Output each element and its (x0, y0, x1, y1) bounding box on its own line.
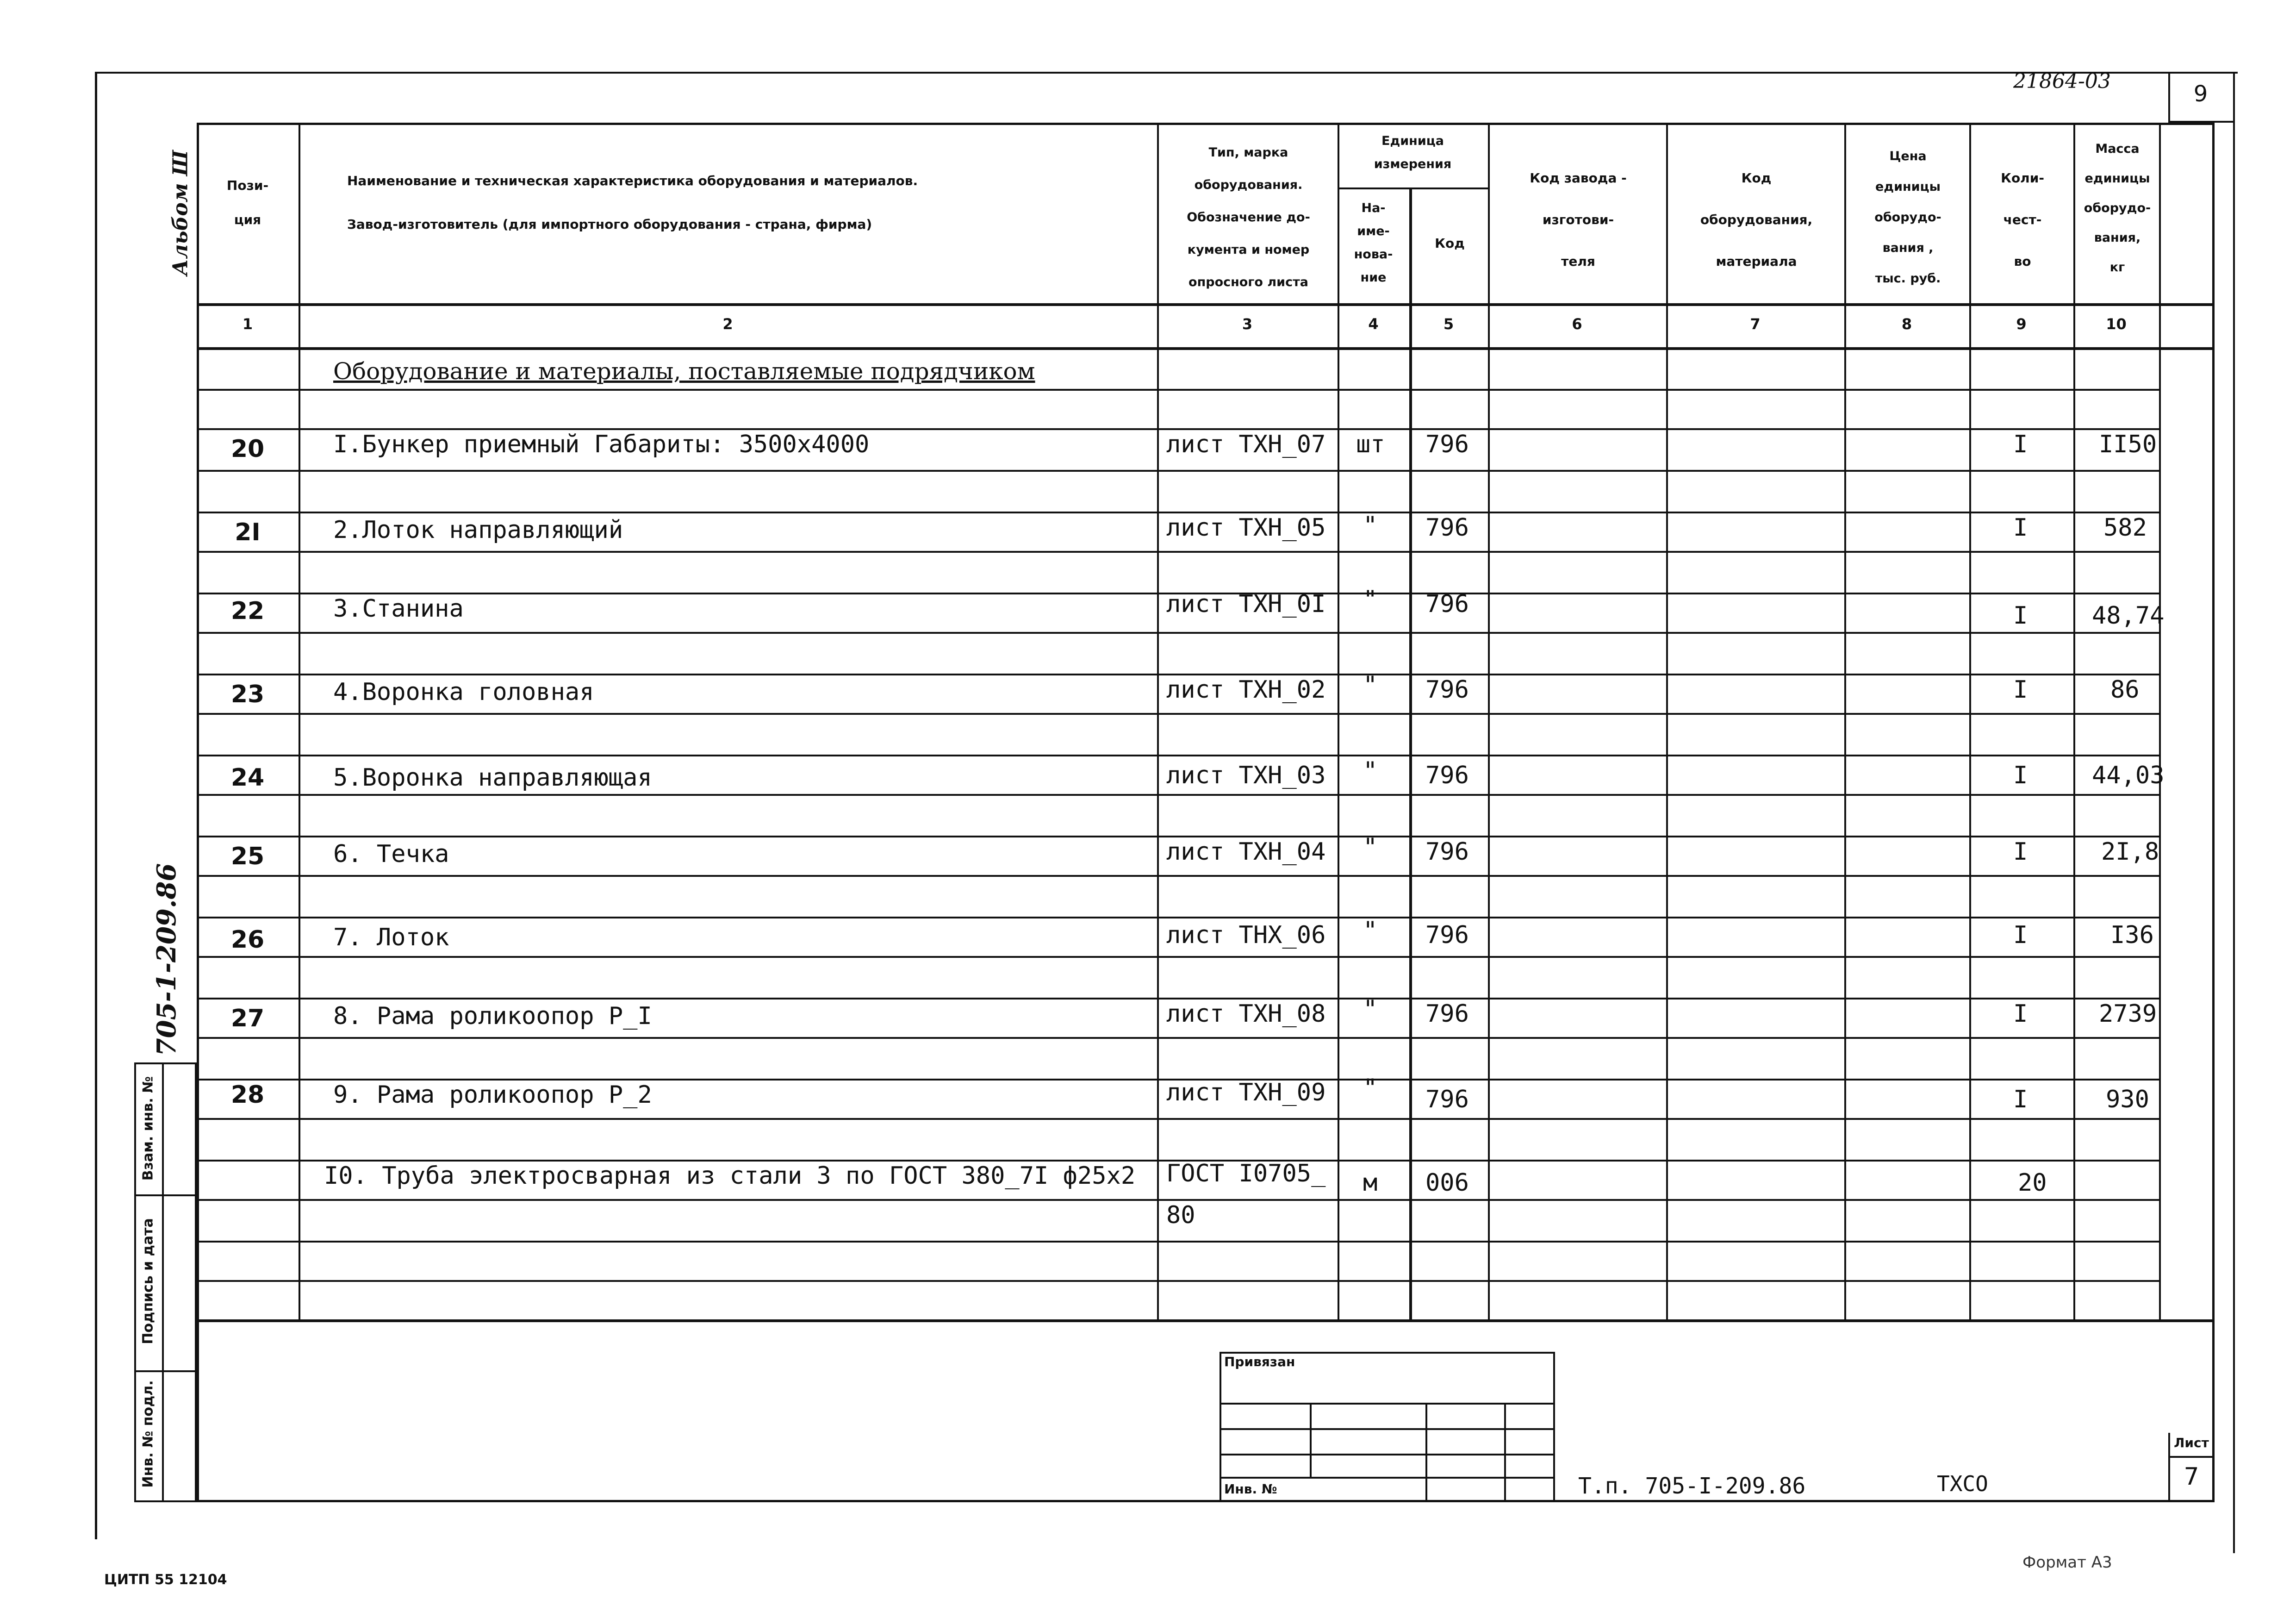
row-qty: I (2013, 838, 2028, 866)
header-c1-l2: ция (234, 212, 261, 227)
row-unit: " (1363, 512, 1378, 539)
row-name: 7. Лоток (333, 924, 449, 951)
row-doc: лист ТНХ_06 (1166, 921, 1326, 949)
format-label: Формат А3 (2022, 1553, 2112, 1572)
row-doc: лист ТХН_07 (1166, 431, 1326, 458)
row-pos: 26 (230, 926, 265, 954)
unit-subheader-line (1338, 187, 1488, 189)
row-code: 796 (1425, 514, 1469, 542)
col-line-9 (2073, 123, 2075, 1319)
privyazan-col-3 (1504, 1403, 1506, 1502)
row-name: 9. Рама роликоопор Р_2 (333, 1081, 652, 1109)
stamp-podpis-text: Подпись и дата (140, 1218, 156, 1344)
row-line (197, 1118, 2159, 1120)
row-mass: I36 (2110, 921, 2154, 949)
row-name: I.Бункер приемный Габариты: 3500х4000 (333, 431, 870, 458)
row-code: 006 (1425, 1169, 1469, 1197)
header-c3-l1: Тип, марка (1208, 145, 1288, 160)
row-mass: II50 (2099, 431, 2157, 458)
table-bottom-line (197, 1319, 2215, 1322)
col-line-4 (1409, 187, 1412, 1319)
header-unit-l2: измерения (1374, 157, 1452, 171)
row-pos: 25 (230, 843, 265, 870)
row-code: 796 (1425, 762, 1469, 789)
row-line (197, 632, 2159, 634)
col-line-5 (1488, 123, 1490, 1319)
row-line (197, 512, 2159, 513)
row-name: 5.Воронка направляющая (333, 764, 652, 792)
stamp-vzam-text: Взам. инв. № (140, 1076, 156, 1181)
header-c6 (1490, 157, 1666, 282)
row-line (197, 1037, 2159, 1039)
row-unit: шт (1356, 431, 1385, 458)
row-mass: 930 (2106, 1086, 2149, 1113)
header-c4-l2: име- (1357, 224, 1390, 238)
header-c9-l3: во (2014, 254, 2031, 269)
col-line-10 (2159, 123, 2161, 1319)
row-name: 8. Рама роликоопор Р_I (333, 1002, 652, 1030)
row-name: 6. Течка (333, 840, 449, 868)
row-code: 796 (1425, 1086, 1469, 1113)
colnum-3: 3 (1242, 315, 1253, 333)
header-c1-l1: Пози- (226, 178, 269, 193)
header-c4-l1: На- (1361, 201, 1386, 215)
header-c8-l2: единицы (1875, 180, 1941, 194)
header-c7-l2: оборудования, (1700, 212, 1813, 227)
colnum-1: 1 (242, 315, 253, 333)
row-pos: 27 (230, 1005, 265, 1032)
header-c7-l3: материала (1716, 254, 1797, 269)
header-c10 (2076, 134, 2159, 282)
privyazan-col-1 (1310, 1403, 1312, 1477)
row-unit: " (1363, 586, 1378, 613)
inv-label: Инв. № (1224, 1481, 1277, 1497)
bottom-left-code: ЦИТП 55 12104 (104, 1572, 227, 1588)
header-c3 (1159, 137, 1338, 299)
header-c10-l1: Масса (2095, 142, 2140, 156)
side-stamp-sep2 (134, 1370, 197, 1372)
header-c4-l3: нова- (1354, 247, 1393, 262)
colnum-8: 8 (1901, 315, 1912, 333)
header-c9-l1: Коли- (2001, 170, 2044, 186)
colnum-5: 5 (1443, 315, 1454, 333)
row-doc: лист ТХН_08 (1166, 1000, 1326, 1028)
row-line (197, 1241, 2159, 1243)
privyazan-col-2 (1425, 1403, 1427, 1502)
row-line (197, 836, 2159, 837)
col-line-2 (1157, 123, 1159, 1319)
row-line (197, 470, 2159, 472)
row-doc: лист ТХН_03 (1166, 762, 1326, 789)
row-code: 796 (1425, 676, 1469, 704)
header-unit-l1: Единица (1381, 134, 1444, 148)
row-qty: I (2013, 762, 2028, 789)
row-qty: I (2013, 1086, 2028, 1113)
row-line (197, 755, 2159, 756)
row-doc: лист ТХН_02 (1166, 676, 1326, 704)
header-c10-l3: оборудо- (2084, 201, 2151, 215)
sheet-number: 7 (2184, 1463, 2199, 1491)
row-line (197, 428, 2159, 430)
row-line (197, 998, 2159, 999)
row-qty: I (2013, 602, 2028, 630)
row-pos: 20 (230, 435, 265, 463)
row-mass: 2I,8 (2101, 838, 2159, 866)
header-c7-l1: Код (1741, 170, 1772, 186)
colnum-10: 10 (2106, 315, 2127, 333)
header-unit (1338, 130, 1488, 176)
row-name: 4.Воронка головная (333, 678, 594, 706)
colnum-2: 2 (722, 315, 733, 333)
stamp-inv-podl-text: Инв. № подл. (140, 1380, 156, 1488)
privyazan-label: Привязан (1224, 1354, 1295, 1369)
header-c6-l3: теля (1561, 254, 1595, 269)
row-line (197, 674, 2159, 675)
header-c3-l2: оборудования. (1194, 178, 1303, 192)
doc-code: Т.п. 705-I-209.86 (1578, 1473, 1806, 1499)
row-line (197, 794, 2159, 796)
col-line-7 (1844, 123, 1846, 1319)
colnum-bottom-line (197, 347, 2215, 350)
row-name: 3.Станина (333, 595, 464, 623)
row-doc: лист ТХН_04 (1166, 838, 1326, 866)
stamp-inv-podl (88, 1380, 208, 1488)
outer-top-line (95, 72, 2238, 74)
row-line (197, 713, 2159, 715)
header-c9 (1972, 157, 2073, 282)
row-code: 796 (1425, 838, 1469, 866)
row-unit: " (1363, 995, 1378, 1023)
section-title: Оборудование и материалы, поставляемые подрядчиком (333, 358, 1035, 385)
header-c10-l2: единицы (2084, 171, 2150, 186)
row-qty: 20 (2018, 1169, 2047, 1197)
row-line (197, 551, 2159, 553)
outer-right-line (2233, 72, 2235, 1553)
side-code-text: 705-1-209.86 (151, 863, 182, 1056)
row-line (197, 956, 2159, 958)
header-c8-l4: вания , (1882, 241, 1934, 255)
col-line-8 (1969, 123, 1971, 1319)
row-line (197, 1199, 2159, 1201)
row-pos: 2I (235, 518, 261, 546)
row-qty: I (2013, 921, 2028, 949)
header-c4-l4: ние (1360, 270, 1387, 285)
row-unit: " (1363, 671, 1378, 699)
top-note: 21864-03 (2013, 69, 2111, 93)
stamp-vzam (88, 1076, 208, 1181)
row-pos: 23 (230, 681, 265, 708)
row-qty: I (2013, 676, 2028, 704)
header-c8-l1: Цена (1889, 149, 1927, 163)
row-doc-continuation: 80 (1166, 1201, 1195, 1229)
sheet-label: Лист (2174, 1435, 2209, 1450)
doc-mark: ТХСО (1937, 1471, 1988, 1496)
header-c1 (197, 171, 299, 234)
row-unit: " (1363, 1074, 1378, 1102)
row-pos: 24 (230, 764, 265, 792)
header-c3-l4: кумента и номер (1187, 243, 1310, 257)
header-c3-l3: Обозначение до- (1187, 210, 1310, 225)
row-name: I0. Труба электросварная из стали 3 по ГОСТ 380_7I ф25х2 (324, 1162, 1136, 1190)
album-label-text: Альбом Ш (168, 150, 193, 276)
header-c10-l4: вания, (2094, 231, 2141, 245)
header-c8 (1847, 141, 1969, 294)
header-c10-l5: кг (2109, 260, 2125, 275)
header-c7 (1668, 157, 1844, 282)
row-mass: 2739 (2099, 1000, 2157, 1028)
row-pos: 28 (230, 1081, 265, 1109)
row-line (197, 917, 2159, 918)
sheet-box-line (2168, 1456, 2215, 1458)
col-line-3 (1338, 123, 1339, 1319)
row-unit: " (1363, 833, 1378, 861)
row-mass: 86 (2110, 676, 2140, 704)
sheet-corner-number: 9 (2193, 81, 2208, 107)
header-c6-l1: Код завода - (1530, 170, 1627, 186)
row-qty: I (2013, 1000, 2028, 1028)
row-code: 796 (1425, 590, 1469, 618)
row-line (197, 389, 2159, 391)
colnum-9: 9 (2016, 315, 2027, 333)
header-c4 (1338, 197, 1409, 289)
header-c6-l2: изготови- (1542, 212, 1614, 227)
row-code: 796 (1425, 921, 1469, 949)
header-c9-l2: чест- (2003, 212, 2042, 227)
row-name: 2.Лоток направляющий (333, 516, 623, 544)
header-c5: Код (1435, 236, 1465, 251)
colnum-4: 4 (1368, 315, 1379, 333)
col-line-1 (299, 123, 300, 1319)
row-mass: 48,74 (2092, 602, 2165, 630)
row-doc: лист ТХН_0I (1166, 590, 1326, 618)
row-pos: 22 (230, 597, 265, 625)
row-mass: 582 (2103, 514, 2147, 542)
row-unit: " (1363, 757, 1378, 785)
header-c8-l5: тыс. руб. (1875, 271, 1941, 286)
row-line (197, 1280, 2159, 1282)
row-doc: ГОСТ I0705_ (1166, 1160, 1326, 1187)
header-c3-l5: опросного листа (1188, 275, 1308, 289)
header-c2 (315, 167, 1148, 239)
row-qty: I (2013, 514, 2028, 542)
colnum-6: 6 (1572, 315, 1582, 333)
col-line-6 (1666, 123, 1668, 1319)
header-c2-l1: Наименование и техническая характеристика оборудования и материалов. (347, 173, 918, 188)
row-code: 796 (1425, 431, 1469, 458)
header-c8-l3: оборудо- (1874, 210, 1941, 225)
side-stamp-sep1 (134, 1194, 197, 1196)
header-c2-l2: Завод-изготовитель (для импортного оборудования - страна, фирма) (347, 217, 872, 232)
row-doc: лист ТХН_05 (1166, 514, 1326, 542)
colnum-7: 7 (1750, 315, 1761, 333)
row-line (197, 875, 2159, 877)
row-unit: м (1363, 1169, 1378, 1197)
row-mass: 44,03 (2092, 762, 2165, 789)
row-code: 796 (1425, 1000, 1469, 1028)
row-unit: " (1363, 917, 1378, 944)
row-qty: I (2013, 431, 2028, 458)
row-doc: лист ТХН_09 (1166, 1079, 1326, 1106)
